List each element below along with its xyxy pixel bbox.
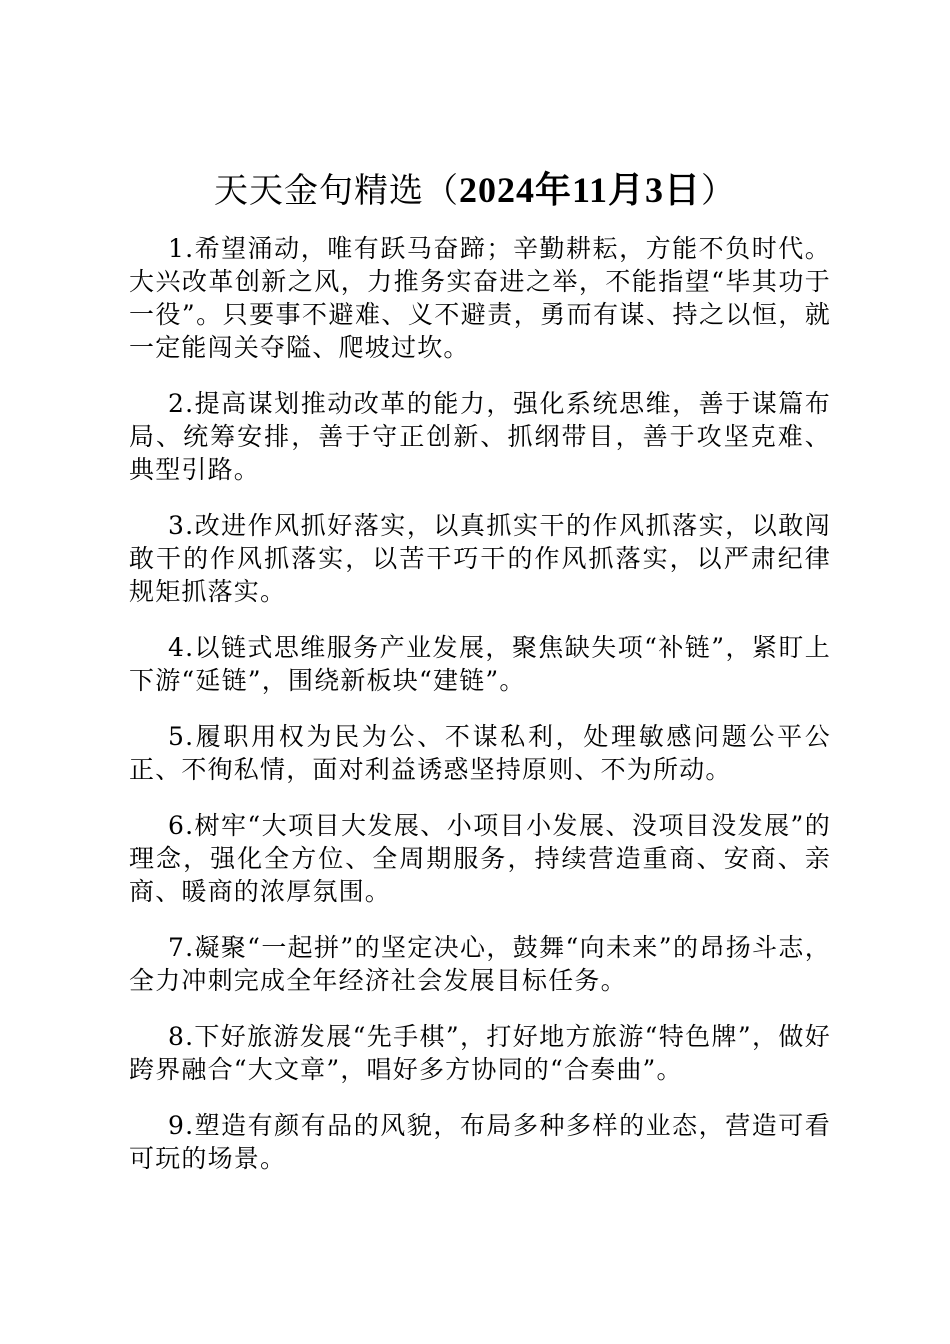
paragraph-5: 5.履职用权为民为公、不谋私利，处理敏感问题公平公正、不徇私情，面对利益诱惑坚持原则、不为所动。 — [129, 722, 831, 784]
paragraph-4: 4.以链式思维服务产业发展，聚焦缺失项“补链”，紧盯上下游“延链”，围绕新板块“建链”。 — [129, 633, 831, 695]
paragraph-9: 9.塑造有颜有品的风貌，布局多种多样的业态，营造可看可玩的场景。 — [129, 1111, 831, 1173]
paragraph-8: 8.下好旅游发展“先手棋”，打好地方旅游“特色牌”，做好跨界融合“大文章”，唱好多方协同的“合奏曲”。 — [129, 1022, 831, 1084]
paragraph-6: 6.树牢“大项目大发展、小项目小发展、没项目没发展”的理念，强化全方位、全周期服务，持续营造重商、安商、亲商、暖商的浓厚氛围。 — [129, 811, 831, 906]
paragraph-1: 1.希望涌动，唯有跃马奋蹄；辛勤耕耘，方能不负时代。大兴改革创新之风，力推务实奋进之举，不能指望“毕其功于一役”。只要事不避难、义不避责，勇而有谋、持之以恒，就一定能闯关夺隘、爬坡过坎。 — [129, 234, 831, 362]
paragraph-7: 7.凝聚“一起拼”的坚定决心，鼓舞“向未来”的昂扬斗志，全力冲刺完成全年经济社会发展目标任务。 — [129, 933, 831, 995]
document-title — [0, 164, 950, 217]
title-suffix: ） — [701, 171, 736, 211]
title-prefix: 天天金句精选（ — [213, 171, 459, 211]
paragraph-3: 3.改进作风抓好落实，以真抓实干的作风抓落实，以敢闯敢干的作风抓落实，以苦干巧干的作风抓落实，以严肃纪律规矩抓落实。 — [129, 511, 831, 606]
document-body — [129, 232, 831, 1198]
paragraph-2: 2.提高谋划推动改革的能力，强化系统思维，善于谋篇布局、统筹安排，善于守正创新、抓纲带目，善于攻坚克难、典型引路。 — [129, 389, 831, 484]
title-date: 2024年11月3日 — [458, 170, 701, 210]
